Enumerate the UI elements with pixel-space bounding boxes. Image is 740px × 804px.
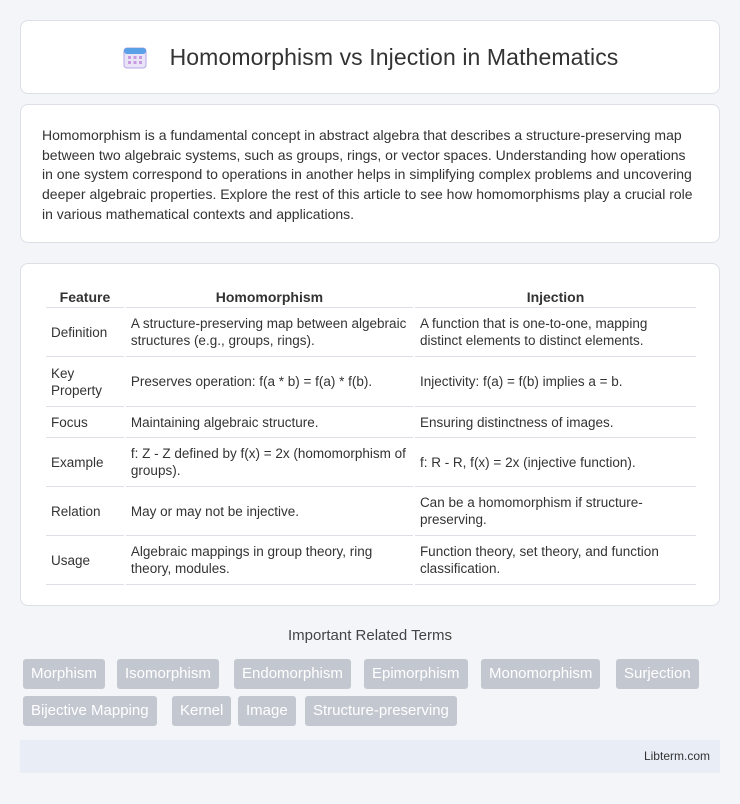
feature-cell: Example bbox=[46, 438, 124, 487]
calendar-grid-icon bbox=[122, 44, 148, 70]
footer-site-link[interactable]: Libterm.com bbox=[643, 749, 710, 763]
comparison-table bbox=[44, 284, 698, 585]
homomorphism-cell: A structure-preserving map between algebraic structures (e.g., groups, rings). bbox=[126, 308, 413, 357]
tag-epimorphism[interactable]: Epimorphism bbox=[364, 659, 468, 689]
feature-cell: Focus bbox=[46, 407, 124, 438]
tag-isomorphism[interactable]: Isomorphism bbox=[117, 659, 219, 689]
table-row bbox=[46, 536, 696, 585]
homomorphism-cell: f: Z - Z defined by f(x) = 2x (homomorphism of groups). bbox=[126, 438, 413, 487]
tag-kernel[interactable]: Kernel bbox=[172, 696, 231, 726]
footer bbox=[20, 740, 720, 773]
injection-cell: Injectivity: f(a) = f(b) implies a = b. bbox=[415, 357, 696, 407]
homomorphism-cell: Algebraic mappings in group theory, ring theory, modules. bbox=[126, 536, 413, 585]
tag-endomorphism[interactable]: Endomorphism bbox=[234, 659, 351, 689]
table-row bbox=[46, 308, 696, 357]
injection-cell: Ensuring distinctness of images. bbox=[415, 407, 696, 438]
feature-cell: Usage bbox=[46, 536, 124, 585]
related-terms-title: Important Related Terms bbox=[288, 627, 452, 644]
header-homomorphism: Homomorphism bbox=[126, 284, 413, 308]
page-title: Homomorphism vs Injection in Mathematics bbox=[169, 43, 619, 70]
table-row bbox=[46, 407, 696, 438]
tag-monomorphism[interactable]: Monomorphism bbox=[481, 659, 600, 689]
intro-paragraph: Homomorphism is a fundamental concept in abstract algebra that describes a structure-preserving map between two algebraic systems, such as groups, rings, or vector spaces. Understanding how operations in one system correspond to operations in another helps in simplifying complex problems and uncovering deeper algebraic properties. Explore the rest of this article to see how homomorphisms play a crucial role in various mathematical contexts and applications. bbox=[42, 127, 693, 222]
table-row bbox=[46, 438, 696, 487]
feature-cell: Definition bbox=[46, 308, 124, 357]
intro-card bbox=[20, 104, 720, 243]
feature-cell: Relation bbox=[46, 487, 124, 536]
tag-surjection[interactable]: Surjection bbox=[616, 659, 699, 689]
tag-structure-preserving[interactable]: Structure-preserving bbox=[305, 696, 457, 726]
homomorphism-cell: May or may not be injective. bbox=[126, 487, 413, 536]
table-header-row bbox=[46, 284, 696, 308]
header-injection: Injection bbox=[415, 284, 696, 308]
comparison-table-card bbox=[20, 263, 720, 606]
homomorphism-cell: Preserves operation: f(a * b) = f(a) * f(b). bbox=[126, 357, 413, 407]
tag-morphism[interactable]: Morphism bbox=[23, 659, 105, 689]
header-feature: Feature bbox=[46, 284, 124, 308]
tag-image[interactable]: Image bbox=[238, 696, 296, 726]
injection-cell: f: R - R, f(x) = 2x (injective function). bbox=[415, 438, 696, 487]
injection-cell: Can be a homomorphism if structure-preserving. bbox=[415, 487, 696, 536]
feature-cell: Key Property bbox=[46, 357, 124, 407]
table-row bbox=[46, 487, 696, 536]
injection-cell: Function theory, set theory, and function classification. bbox=[415, 536, 696, 585]
tag-bijective-mapping[interactable]: Bijective Mapping bbox=[23, 696, 157, 726]
table-row bbox=[46, 357, 696, 407]
injection-cell: A function that is one-to-one, mapping distinct elements to distinct elements. bbox=[415, 308, 696, 357]
title-card bbox=[20, 20, 720, 94]
homomorphism-cell: Maintaining algebraic structure. bbox=[126, 407, 413, 438]
